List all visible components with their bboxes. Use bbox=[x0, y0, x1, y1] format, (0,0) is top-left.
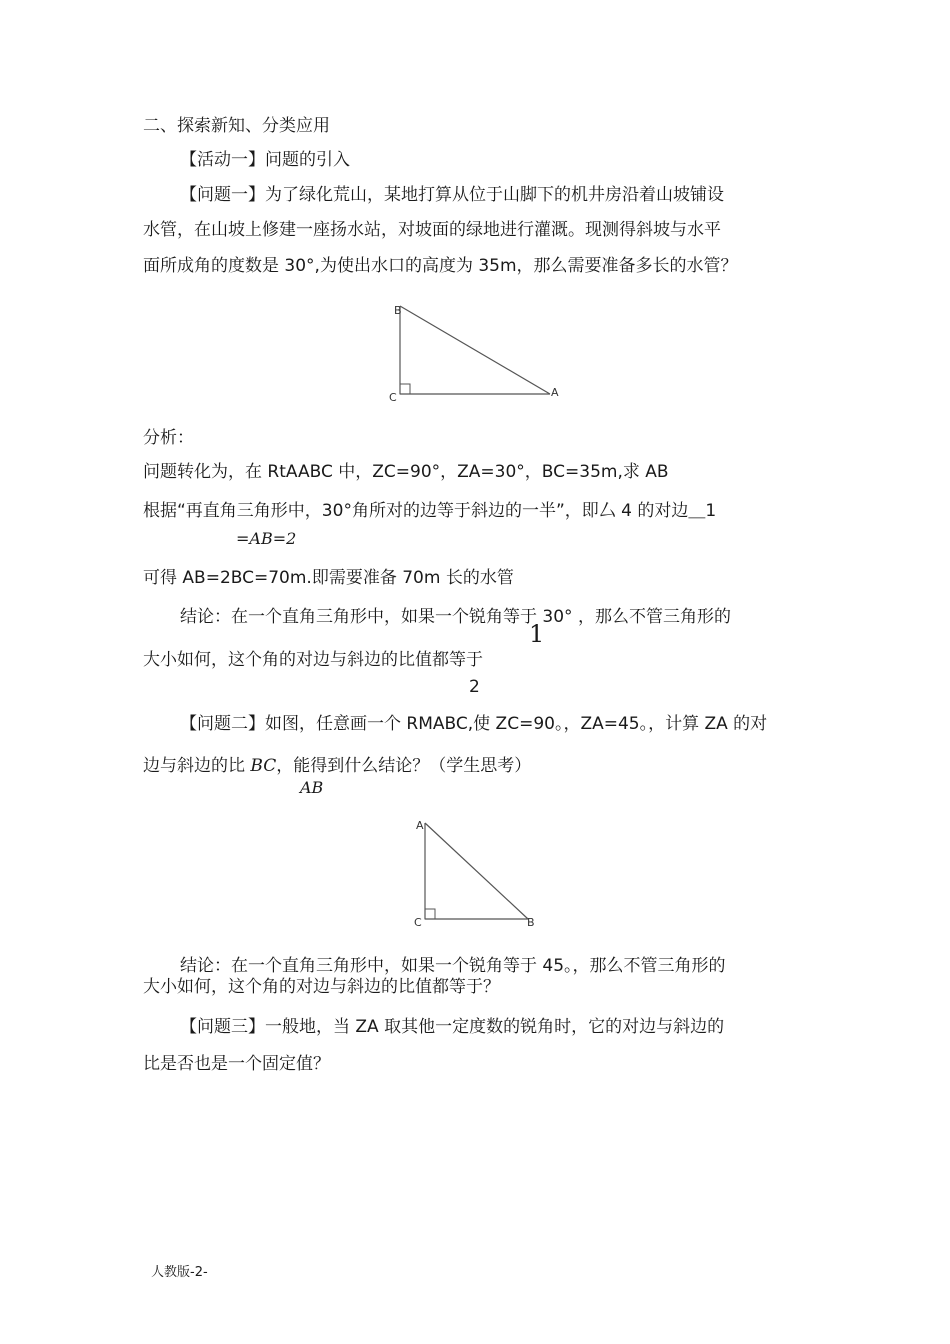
problem-two-line-2 bbox=[143, 755, 531, 777]
vertex-b-label: B bbox=[527, 916, 535, 929]
vertex-b-label: B bbox=[394, 304, 402, 317]
analysis-label: 分析： bbox=[143, 428, 194, 448]
problem-two-text-a: 边与斜边的比 bbox=[143, 756, 251, 776]
vertex-a-label: A bbox=[551, 386, 559, 399]
ratio-denominator: AB bbox=[300, 778, 324, 797]
analysis-line-2: 根据“再直角三角形中，30°角所对的边等于斜边的一半”，即厶 4 的对边＿1 bbox=[143, 501, 717, 521]
conclusion-two-line-1: 结论：在一个直角三角形中，如果一个锐角等于 45。，那么不管三角形的 bbox=[180, 956, 726, 976]
conclusion-one-line-1: 结论：在一个直角三角形中，如果一个锐角等于 30° ，那么不管三角形的 bbox=[180, 607, 731, 627]
fraction-numerator: 1 bbox=[529, 620, 545, 648]
triangle-figure-2 bbox=[408, 815, 548, 930]
vertex-c-label: C bbox=[414, 916, 422, 929]
problem-three-line-1: 【问题三】一般地，当 ZA 取其他一定度数的锐角时，它的对边与斜边的 bbox=[180, 1017, 725, 1037]
activity-one-heading: 【活动一】问题的引入 bbox=[180, 150, 350, 170]
problem-two-line-1: 【问题二】如图，任意画一个 RMABC,使 ZC=90。，ZA=45。，计算 ZA 的对 bbox=[180, 714, 768, 734]
section-heading: 二、探索新知、分类应用 bbox=[143, 116, 330, 136]
problem-three-line-2: 比是否也是一个固定值？ bbox=[143, 1054, 330, 1074]
page-footer: 人教版-2- bbox=[151, 1265, 208, 1280]
problem-one-line-1: 【问题一】为了绿化荒山，某地打算从位于山脚下的机井房沿着山坡铺设 bbox=[180, 185, 724, 205]
analysis-fraction: =AB=2 bbox=[236, 529, 297, 548]
vertex-a-label: A bbox=[416, 819, 424, 832]
problem-one-line-3: 面所成角的度数是 30°,为使出水口的高度为 35m，那么需要准备多长的水管？ bbox=[143, 256, 738, 276]
ratio-numerator: BC bbox=[250, 756, 277, 776]
analysis-line-3: 可得 AB=2BC=70m.即需要准备 70m 长的水管 bbox=[143, 568, 514, 588]
fraction-denominator: 2 bbox=[469, 677, 480, 697]
conclusion-two-line-2: 大小如何，这个角的对边与斜边的比值都等于？ bbox=[143, 977, 500, 997]
vertex-c-label: C bbox=[389, 391, 397, 404]
analysis-line-1: 问题转化为，在 RtAABC 中，ZC=90°，ZA=30°，BC=35m,求 AB bbox=[143, 462, 669, 482]
problem-one-line-2: 水管，在山坡上修建一座扬水站，对坡面的绿地进行灌溉。现测得斜坡与水平 bbox=[143, 220, 721, 240]
conclusion-one-line-2: 大小如何，这个角的对边与斜边的比值都等于 bbox=[143, 650, 483, 670]
triangle-figure-1 bbox=[380, 298, 570, 408]
problem-two-text-b: ，能得到什么结论？（学生思考） bbox=[276, 756, 532, 776]
